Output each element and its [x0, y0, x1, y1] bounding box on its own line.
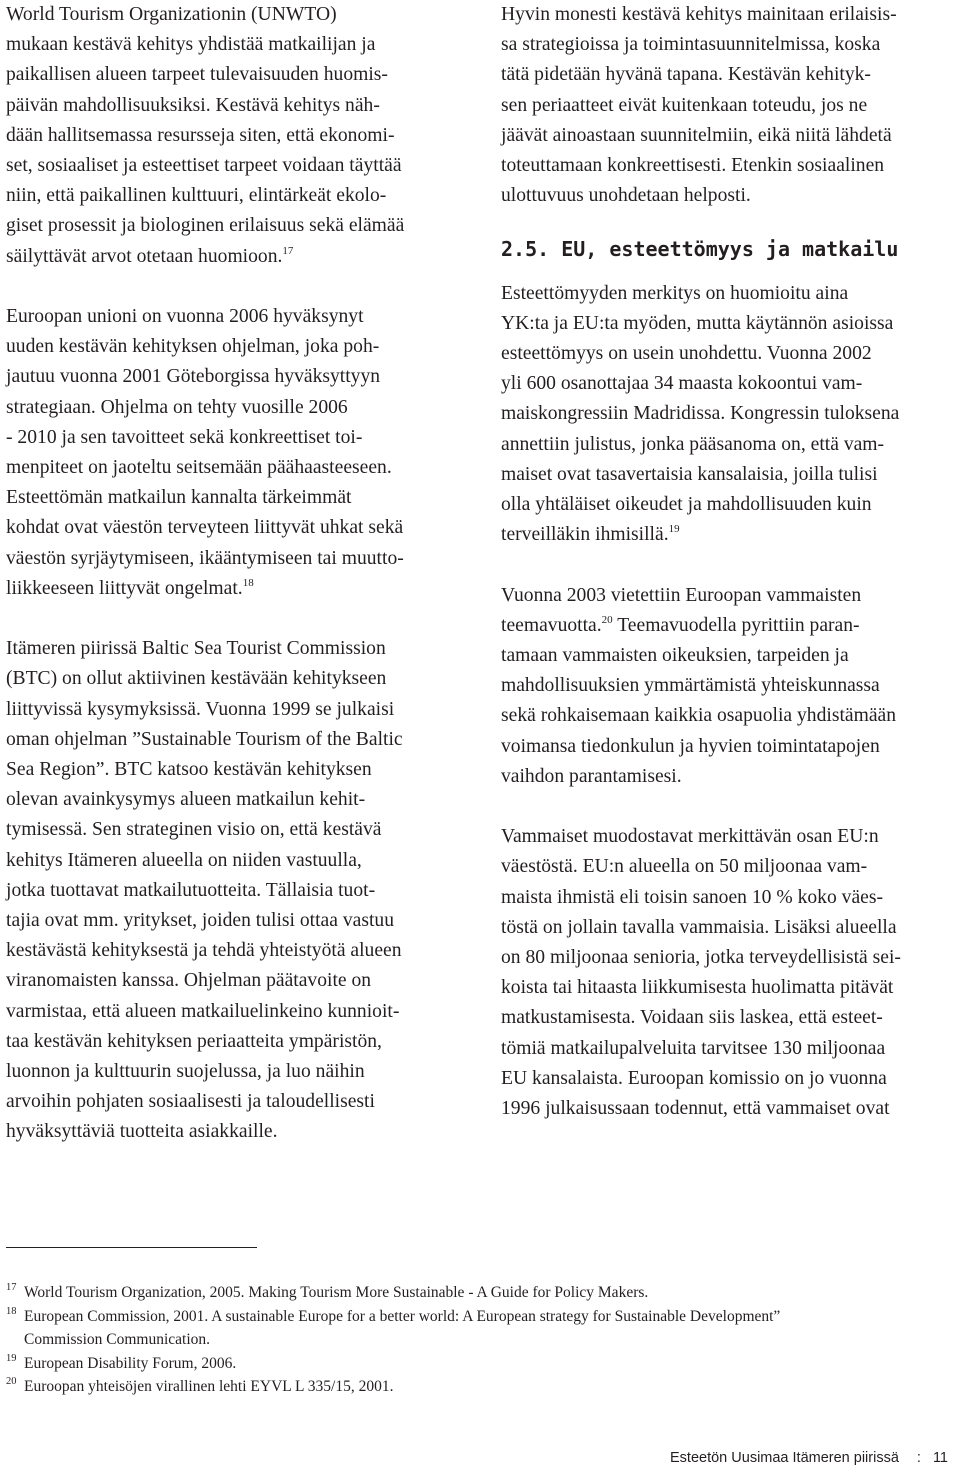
footnote-18: 18 European Commission, 2001. A sustainable Europe for a better world: A European strategy for Sustainable Development” Commission Communication. [6, 1305, 781, 1348]
paragraph-disabled-population: Vammaiset muodostavat merkittävän osan EU:n väestöstä. EU:n alueella on 50 miljoonaa vam- maista ihmistä eli toisin sanoen 10 % koko väes- töstä on jollain tavalla vammaisia. Lisäksi alueella on 80 miljoonaa senioria, jotka terveydellisistä sei- koista tai hitaasta liikkumisesta huolimatta pitävät matkustamisesta. Voidaan siis laskea, että esteet- tömiä matkailupalveluita tarvitsee 130 miljoonaa EU kansalaista. Euroopan komissio on jo vuonna 1996 julkaisussaan todennut, että vammaiset ovat [501, 826, 901, 1120]
footnote-17: 17 World Tourism Organization, 2005. Making Tourism More Sustainable - A Guide for Policy Makers. [6, 1282, 649, 1301]
section-heading: 2.5. EU, esteettömyys ja matkailu [501, 237, 899, 262]
page-number: 11 [932, 1450, 948, 1466]
left-column [6, 0, 468, 1148]
footnote-divider [6, 1247, 257, 1248]
footnote-ref-17: 17 [282, 244, 294, 257]
footer-separator: : [916, 1450, 921, 1466]
footnotes [6, 1281, 956, 1399]
paragraph-accessibility-madrid: Esteettömyyden merkitys on huomioitu aina YK:ta ja EU:ta myöden, mutta käytännön asioissa esteettömyys on usein unohdettu. Vuonna 2002 yli 600 osanottajaa 34 maasta kokoontui vam- maiskongressiin Madridissa. Kongressin tuloksena annettiin julistus, jonka pääsanoma on, että vam- maiset ovat tasavertaisia kansalaisia, joilla tulisi olla yhtäläiset oikeudet ja mahdollisuuden kuin terveilläkin ihmisillä.$^{19}$ [501, 282, 900, 546]
paragraph-strategies: Hyvin monesti kestävä kehitys mainitaan erilaisis- sa strategioissa ja toimintasuunnitelmissa, koska tätä pidetään hyvänä tapana. Kestävän kehityk- sen periaatteet eivät kuitenkaan toteudu, jos ne jäävät ainoastaan suunnitelmiin, eikä niitä lähdetä toteuttamaan konkreettisesti. Etenkin sosiaalinen ulottuvuus unohdetaan helposti. [501, 4, 897, 207]
paragraph-btc: Itämeren piirissä Baltic Sea Tourist Commission (BTC) on ollut aktiivinen kestävään kehitykseen liittyvissä kysymyksissä. Vuonna 1999 se julkaisi oman ohjelman ”Sustainable Tourism of the Baltic Sea Region”. BTC katsoo kestävän kehityksen olevan avainkysymys alueen matkailun kehit- tymisessä. Sen strateginen visio on, että kestävä kehitys Itämeren alueella on niiden vastuulla, jotka tuottavat matkailutuotteita. Tällaisia tuot- tajia ovat mm. yritykset, joiden tulisi ottaa vastuu kestävästä kehityksestä ja tehdä yhteistyötä alueen viranomaisten kanssa. Ohjelman päätavoite on varmistaa, että alueen matkailuelinkeino kunnioit- taa kestävän kehityksen periaatteita ympäristön, luonnon ja kulttuurin suojelussa, ja luo näihin arvoihin pohjaten sosiaalisesti ja taloudellisesti hyväksyttäviä tuotteita asiakkaille. [6, 638, 403, 1143]
publication-title: Esteetön Uusimaa Itämeren piirissä [670, 1450, 899, 1466]
footnote-ref-20: 20 [601, 613, 613, 626]
paragraph-eu-strategy: Euroopan unioni on vuonna 2006 hyväksynyt uuden kestävän kehityksen ohjelman, joka poh- jautuu vuonna 2001 Göteborgissa hyväksyttyyn strategiaan. Ohjelma on tehty vuosille 2006 - 2010 ja sen tavoitteet sekä konkreettiset toi- menpiteet on jaoteltu seitsemään päähaasteeseen. Esteettömän matkailun kannalta tärkeimmät kohdat ovat väestön terveyteen liittyvät uhkat sekä väestön syrjäytymiseen, ikääntymiseen tai muutto- liikkeeseen liittyvät ongelmat.$^{18}$ [6, 306, 404, 599]
right-column [501, 0, 956, 1124]
footnote-20: 20 Euroopan yhteisöjen virallinen lehti EYVL L 335/15, 2001. [6, 1376, 394, 1395]
paragraph-theme-year: Vuonna 2003 vietettiin Euroopan vammaisten teemavuotta.$^{20}$ Teemavuodella pyrittiin paran- tamaan vammaisten oikeuksien, tarpeiden ja mahdollisuuksien ymmärtämistä yhteiskunnassa sekä rohkaisemaan kaikkia osapuolia yhdistämään voimansa tiedonkulun ja hyvien toimintatapojen vaihdon parantamisesi. [501, 584, 897, 787]
page-footer [670, 1450, 948, 1466]
footnote-19: 19 European Disability Forum, 2006. [6, 1352, 237, 1372]
paragraph-unwto: World Tourism Organizationin (UNWTO) mukaan kestävä kehitys yhdistää matkailijan ja paikallisen alueen tarpeet tulevaisuuden huomis- päivän mahdollisuuksiksi. Kestävä kehitys näh- dään hallitsemassa resursseja siten, että ekonomi- set, sosiaaliset ja esteettiset tarpeet voidaan täyttää niin, että paikallinen kulttuuri, elintärkeät ekolo- giset prosessit ja biologinen erilaisuus sekä elämää säilyttävät arvot otetaan huomioon.$^{17}$ [6, 4, 405, 267]
footnote-ref-18: 18 [242, 576, 254, 589]
footnote-ref-19: 19 [668, 523, 680, 536]
